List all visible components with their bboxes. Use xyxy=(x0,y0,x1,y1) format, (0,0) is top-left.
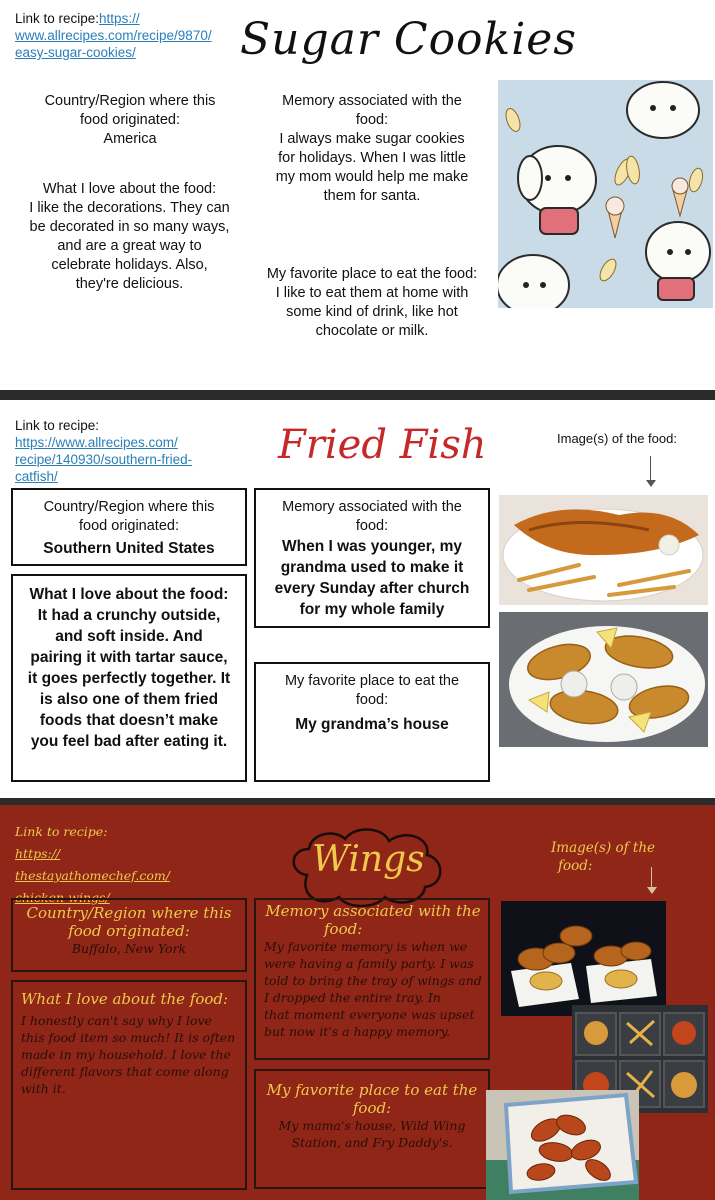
page-title: Wings xyxy=(312,839,425,880)
place-label-line: My favorite place to eat the xyxy=(266,1081,478,1099)
memory-line: told to bring the tray of wings and xyxy=(264,973,482,988)
love-line: and soft inside. And xyxy=(55,628,203,645)
place-label-line: food: xyxy=(352,1099,392,1117)
love-line: pairing it with tartar sauce, xyxy=(30,649,228,666)
recipe-url-line[interactable]: recipe/140930/southern-fried- xyxy=(15,452,193,467)
love-label: What I love about the food: xyxy=(42,181,217,197)
place-label-line: food: xyxy=(355,692,389,708)
page-title: Sugar Cookies xyxy=(240,14,577,65)
love-section xyxy=(12,180,247,294)
memory-label-line: food: xyxy=(355,518,389,534)
place-box xyxy=(254,1069,490,1189)
love-line: with it. xyxy=(21,1081,66,1096)
country-label-line: Country/Region where this xyxy=(26,904,232,922)
love-line: made in my household. I love the xyxy=(21,1047,231,1062)
recipe-url-line[interactable]: https://www.allrecipes.com/ xyxy=(15,435,178,450)
recipe-url-line[interactable]: catfish/ xyxy=(15,469,58,484)
place-label: My favorite place to eat the food: xyxy=(266,266,478,282)
love-label: What I love about the food: xyxy=(21,990,229,1008)
images-label-line: Image(s) of the xyxy=(550,840,656,856)
recipe-link-label: Link to recipe: xyxy=(15,824,108,839)
memory-box xyxy=(254,488,490,628)
place-line: chocolate or milk. xyxy=(315,323,429,339)
memory-line: them for santa. xyxy=(323,188,421,204)
country-box xyxy=(11,898,247,972)
love-line: you feel bad after eating it. xyxy=(30,733,228,750)
recipe-url-line[interactable]: https:// xyxy=(15,846,61,861)
love-line: celebrate holidays. Also, xyxy=(51,257,208,273)
recipe-url-line[interactable]: chicken-wings/ xyxy=(15,890,110,905)
place-line: Station, and Fry Daddy's. xyxy=(291,1135,453,1150)
memory-line: I dropped the entire tray. In xyxy=(264,990,441,1005)
country-label-line: food originated: xyxy=(68,922,190,940)
down-arrow-icon xyxy=(651,867,652,889)
dog-cookie xyxy=(498,255,569,308)
memory-line: for my whole family xyxy=(299,601,445,618)
memory-label-line: Memory associated with the xyxy=(282,499,462,515)
memory-box xyxy=(254,898,490,1060)
memory-line: were having a family party. I was xyxy=(264,956,474,971)
place-line: I like to eat them at home with xyxy=(275,285,469,301)
country-value: Southern United States xyxy=(43,540,215,557)
images-label xyxy=(548,839,658,875)
country-label-line: food originated: xyxy=(80,112,180,128)
love-line: I honestly can't say why I love xyxy=(21,1013,212,1028)
country-label-line: Country/Region where this xyxy=(44,93,216,109)
down-arrow-icon xyxy=(650,456,651,482)
dog-cookie xyxy=(627,82,699,138)
page-title: Fried Fish xyxy=(278,422,487,468)
down-arrow-head-icon xyxy=(646,480,656,487)
place-box xyxy=(254,662,490,782)
slide-sugar-cookies xyxy=(0,0,715,390)
love-line: and are a great way to xyxy=(57,238,202,254)
recipe-link-label: Link to recipe: xyxy=(15,418,100,433)
place-value: My grandma’s house xyxy=(295,716,449,733)
love-line: is also one of them fried xyxy=(39,691,219,708)
love-box xyxy=(11,574,247,782)
place-line: My mama's house, Wild Wing xyxy=(278,1118,466,1133)
recipe-url-line[interactable]: www.allrecipes.com/recipe/9870/ xyxy=(15,28,212,43)
country-section xyxy=(20,92,240,149)
memory-line: my mom would help me make xyxy=(275,169,469,185)
place-line: some kind of drink, like hot xyxy=(286,304,458,320)
slide-fried-fish xyxy=(0,400,715,798)
country-label-line: Country/Region where this xyxy=(43,499,215,515)
recipe-link-prefix: Link to recipe: xyxy=(15,11,100,26)
love-line: it goes perfectly together. It xyxy=(27,670,231,687)
country-value: Buffalo, New York xyxy=(71,941,187,956)
cookie-photo xyxy=(498,80,713,308)
love-line: I like the decorations. They can xyxy=(29,200,230,216)
love-line: foods that doesn’t make xyxy=(39,712,219,729)
images-label: Image(s) of the food: xyxy=(557,431,677,446)
wings-photo-3 xyxy=(486,1090,639,1200)
memory-label-line: food: xyxy=(324,920,363,938)
memory-line: My favorite memory is when we xyxy=(264,939,468,954)
place-label-line: My favorite place to eat the xyxy=(284,673,460,689)
love-line: this food item so much! It is often xyxy=(21,1030,236,1045)
down-arrow-head-icon xyxy=(647,887,657,894)
recipe-url-line[interactable]: https:// xyxy=(99,11,140,26)
country-value: America xyxy=(103,131,157,147)
memory-label-line: Memory associated with the xyxy=(265,902,481,920)
love-line: be decorated in so many ways, xyxy=(29,219,230,235)
images-label-line: food: xyxy=(558,858,593,874)
wings-photo-1 xyxy=(501,901,666,1016)
memory-line: for holidays. When I was little xyxy=(278,150,466,166)
recipe-link[interactable] xyxy=(15,10,230,61)
love-line: different flavors that come along xyxy=(21,1064,229,1079)
fried-fish-photo-1 xyxy=(499,495,708,605)
memory-line: every Sunday after church xyxy=(274,580,470,597)
memory-line: grandma used to make it xyxy=(280,559,464,576)
place-section xyxy=(258,265,486,341)
country-label-line: food originated: xyxy=(79,518,179,534)
fried-fish-photo-2 xyxy=(499,612,708,747)
recipe-url-line[interactable]: easy-sugar-cookies/ xyxy=(15,45,136,60)
recipe-url-line[interactable]: thestayathomechef.com/ xyxy=(15,868,170,883)
recipe-link[interactable] xyxy=(15,417,235,485)
love-line: It had a crunchy outside, xyxy=(37,607,221,624)
memory-line: that moment everyone was upset xyxy=(264,1007,475,1022)
memory-line: but now it's a happy memory. xyxy=(264,1024,451,1039)
country-box xyxy=(11,488,247,566)
memory-section xyxy=(258,92,486,206)
recipe-link[interactable] xyxy=(15,821,225,909)
memory-line: When I was younger, my xyxy=(281,538,462,555)
memory-label-line: Memory associated with the xyxy=(282,93,462,109)
love-line: they're delicious. xyxy=(75,276,184,292)
love-box xyxy=(11,980,247,1190)
memory-label-line: food: xyxy=(355,112,389,128)
love-line: What I love about the food: xyxy=(29,586,229,603)
slide-wings xyxy=(0,805,715,1200)
memory-line: I always make sugar cookies xyxy=(279,131,465,147)
